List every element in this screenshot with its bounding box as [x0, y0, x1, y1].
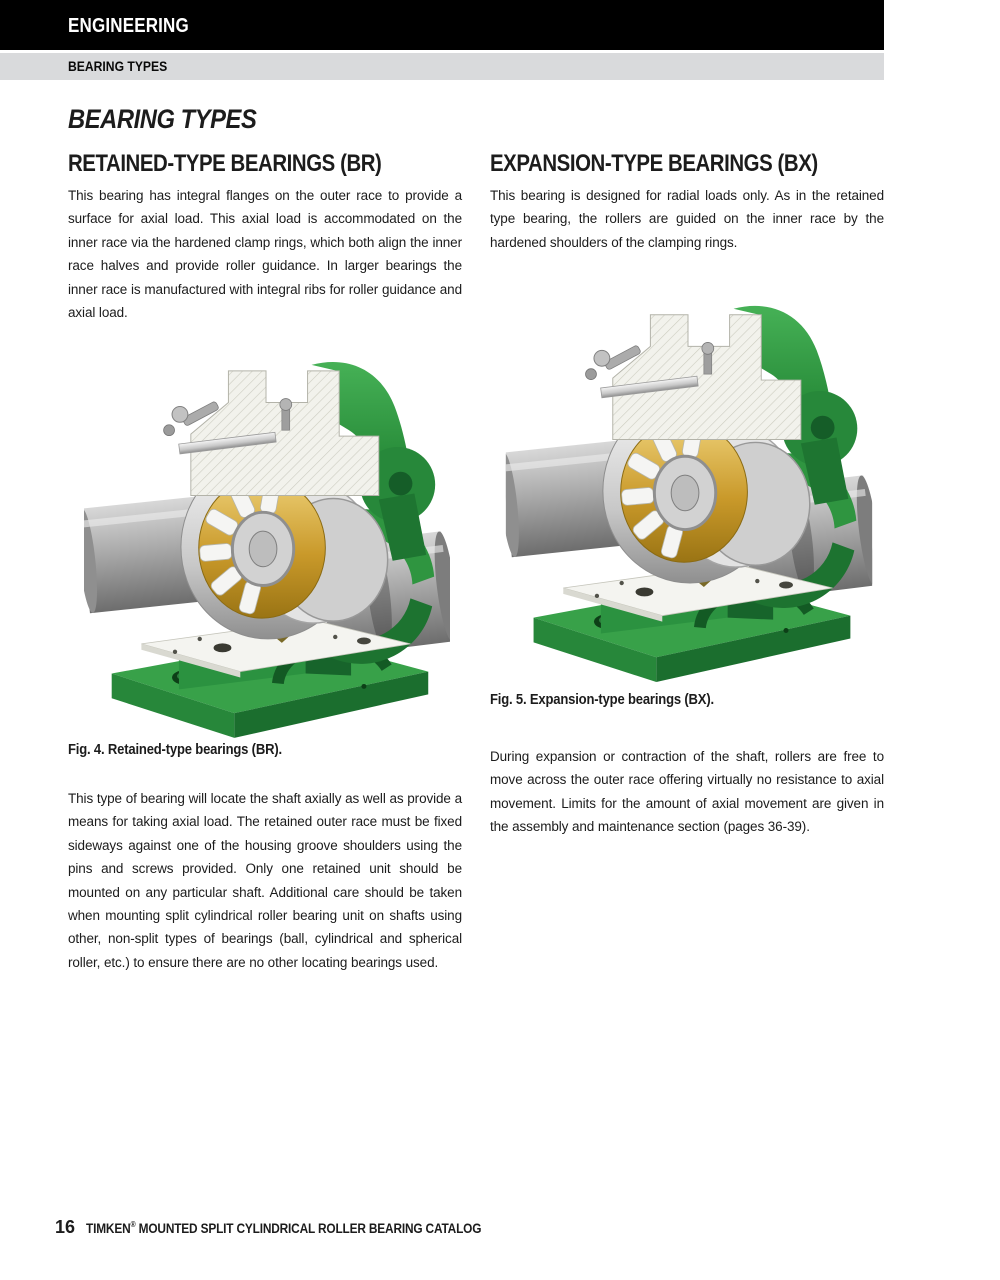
- footer-catalog-text: MOUNTED SPLIT CYLINDRICAL ROLLER BEARING CATALOG: [138, 1221, 482, 1236]
- expansion-intro-paragraph: This bearing is designed for radial loads only. As in the retained type bearing, the rollers are guided on the inner race by the hardened shoulders of the clamping rings.: [490, 188, 884, 250]
- retained-bearing-cutaway-illustration: [84, 342, 450, 740]
- subheader-bar: [0, 53, 884, 80]
- subheader-label: BEARING TYPES: [68, 59, 168, 74]
- page-footer: [55, 1217, 535, 1238]
- footer-page-number: 16: [55, 1217, 76, 1237]
- retained-body-paragraph: This type of bearing will locate the shaft axially as well as provide a means for taking axial load. The retained outer race must be fixed sideways against one of the housing groove shoulders using the pins and screws provided. Only one retained unit should be mounted on any particular shaft. Additional care should be taken when mounting split cylindrical roller bearing unit on shafts using other, non-split types of bearings (ball, cylindrical and spherical roller, etc.) to ensure there are no other locating bearings used.: [68, 791, 462, 970]
- figure-5-caption: Fig. 5. Expansion-type bearings (BX).: [490, 692, 714, 708]
- retained-intro-paragraph: This bearing has integral flanges on the outer race to provide a surface for axial load. This axial load is accommodated on the inner race via the hardened clamp rings, which both align the inner race halves and provide roller guidance. In larger bearings the inner race is manufactured with integral ribs for roller guidance and axial load.: [68, 188, 462, 321]
- registered-trademark-symbol: ®: [130, 1220, 136, 1229]
- expansion-section-heading: EXPANSION-TYPE BEARINGS (BX): [490, 150, 818, 177]
- retained-section-heading: RETAINED-TYPE BEARINGS (BR): [68, 150, 382, 177]
- figure-4-caption: Fig. 4. Retained-type bearings (BR).: [68, 742, 282, 758]
- expansion-bearing-cutaway-illustration: [502, 287, 876, 683]
- footer-brand: TIMKEN: [86, 1221, 131, 1236]
- expansion-body-paragraph: During expansion or contraction of the shaft, rollers are free to move across the outer race offering virtually no resistance to axial movement. Limits for the amount of axial movement are given in the assembly and maintenance section (pages 36-39).: [490, 749, 884, 835]
- page-title: BEARING TYPES: [68, 104, 257, 134]
- footer-catalog-title: [86, 1220, 481, 1236]
- header-bar: [0, 0, 884, 50]
- header-kicker-label: ENGINEERING: [68, 15, 189, 37]
